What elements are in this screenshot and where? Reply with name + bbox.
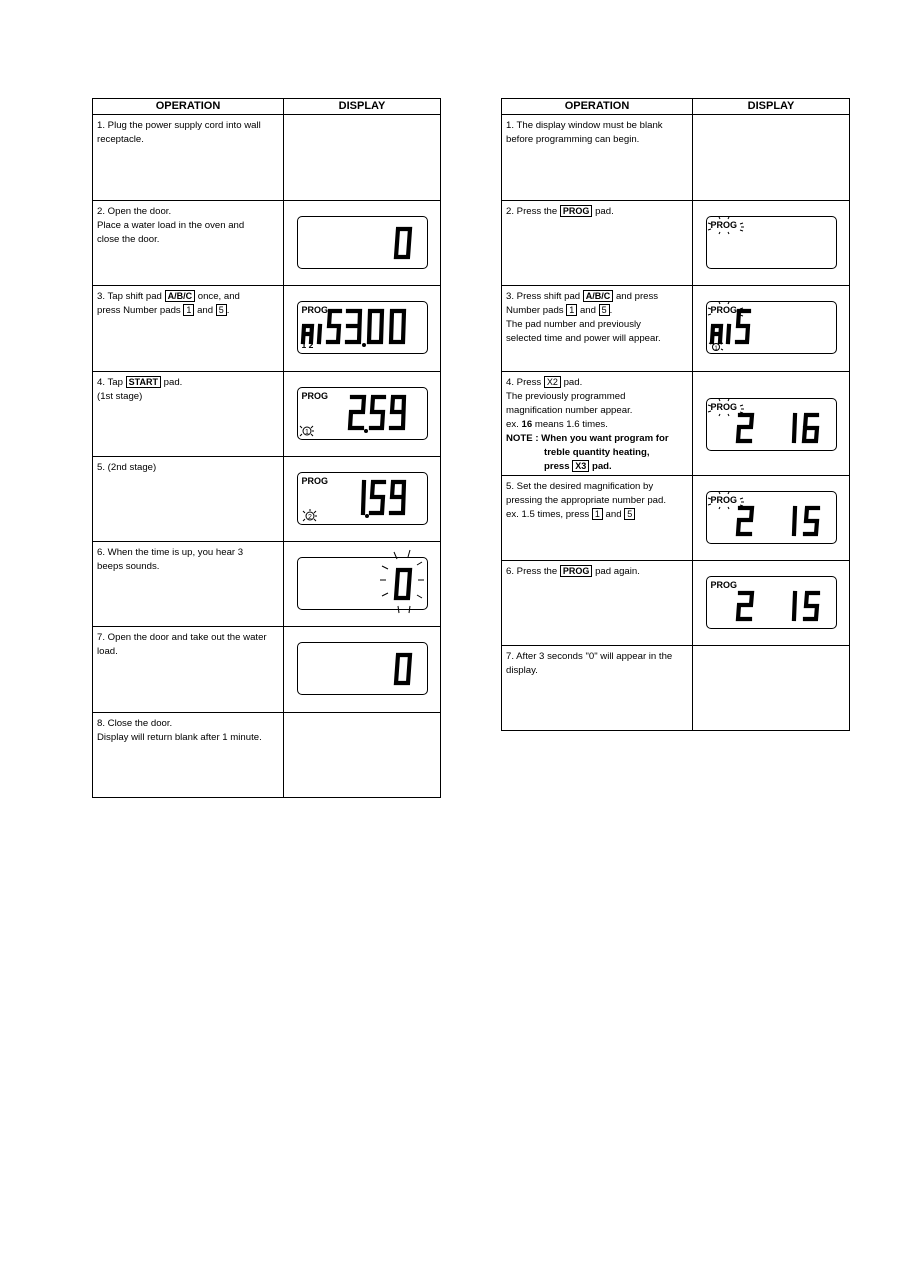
- step-text: 5. (2nd stage): [97, 462, 157, 473]
- lcd-digits: [707, 577, 836, 628]
- operation-header: OPERATION: [93, 99, 284, 115]
- lcd-display: [706, 216, 837, 269]
- prog-indicator: PROG: [710, 580, 738, 590]
- step-text: 7. After 3 seconds "0" will appear in the display.: [506, 651, 673, 676]
- left-operation-table: [92, 98, 441, 798]
- svg-text:1: 1: [713, 346, 718, 352]
- lcd-display: [706, 301, 837, 354]
- step-text: 2. Open the door. Place a water load in the oven and close the door.: [97, 206, 245, 245]
- step-text: 4. Tap START pad. (1st stage): [97, 377, 183, 402]
- x2-key: X2: [544, 376, 561, 388]
- step-text: 7. Open the door and take out the water load.: [97, 632, 267, 657]
- prog-key: PROG: [560, 565, 593, 577]
- lcd-digits: [707, 492, 836, 543]
- prog-indicator: PROG: [710, 495, 738, 505]
- x3-key: X3: [572, 460, 589, 472]
- step-text: 6. When the time is up, you hear 3 beeps sounds.: [97, 547, 244, 572]
- step-text: 3. Tap shift pad A/B/C once, and press Number pads 1 and 5 .: [97, 291, 240, 316]
- lcd-display: [706, 491, 837, 544]
- step-text: 2. Press the PROG pad.: [506, 206, 614, 217]
- abc-key: A/B/C: [583, 290, 614, 302]
- step-text: 1. Plug the power supply cord into wall receptacle.: [97, 120, 261, 145]
- step-text: 5. Set the desired magnification by pressing the appropriate number pad. ex. 1.5 times, press 1 and 5: [506, 481, 666, 520]
- display-header: DISPLAY: [693, 99, 850, 115]
- lcd-display: [297, 472, 428, 525]
- display-header: DISPLAY: [284, 99, 441, 115]
- step-text: 8. Close the door. Display will return blank after 1 minute.: [97, 718, 262, 743]
- lcd-display: [297, 216, 428, 269]
- operation-header: OPERATION: [502, 99, 693, 115]
- start-key: START: [126, 376, 161, 388]
- svg-text:1: 1: [304, 429, 309, 436]
- lcd-digits: [298, 643, 427, 694]
- lcd-display: [706, 576, 837, 629]
- prog-indicator: PROG: [301, 391, 329, 401]
- lcd-digits: [298, 558, 427, 609]
- prog-key: PROG: [560, 205, 593, 217]
- lcd-digits: [298, 388, 427, 439]
- svg-text:2: 2: [307, 514, 312, 521]
- prog-indicator: PROG: [301, 305, 329, 315]
- lcd-display: [297, 387, 428, 440]
- stage-indicator: 1 2: [301, 340, 314, 350]
- step-text: 3. Press shift pad A/B/C and press Number pads 1 and 5 . The pad number and previously selected time and power will appear.: [506, 291, 661, 344]
- lcd-digits: [298, 217, 427, 268]
- step-text: 4. Press X2 pad. The previously programmed magnification number appear. ex. 16 means 1.6 times. NOTE : When you want program for treble quantity heating, press X3 pad.: [506, 377, 669, 472]
- lcd-display: [297, 642, 428, 695]
- step-text: 6. Press the PROG pad again.: [506, 566, 640, 577]
- abc-key: A/B/C: [165, 290, 196, 302]
- prog-indicator: PROG: [710, 402, 738, 412]
- lcd-digits: [707, 302, 836, 353]
- prog-indicator: PROG: [710, 305, 738, 315]
- lcd-digits: [298, 473, 427, 524]
- lcd-display: [297, 301, 428, 354]
- lcd-display: [706, 398, 837, 451]
- right-operation-table: [501, 98, 850, 731]
- lcd-digits: [298, 302, 427, 353]
- step-text: 1. The display window must be blank before programming can begin.: [506, 120, 663, 145]
- blink-rays: [707, 217, 836, 268]
- prog-indicator: PROG: [301, 476, 329, 486]
- lcd-display: [297, 557, 428, 610]
- lcd-digits: [707, 399, 836, 450]
- prog-indicator: PROG: [710, 220, 738, 230]
